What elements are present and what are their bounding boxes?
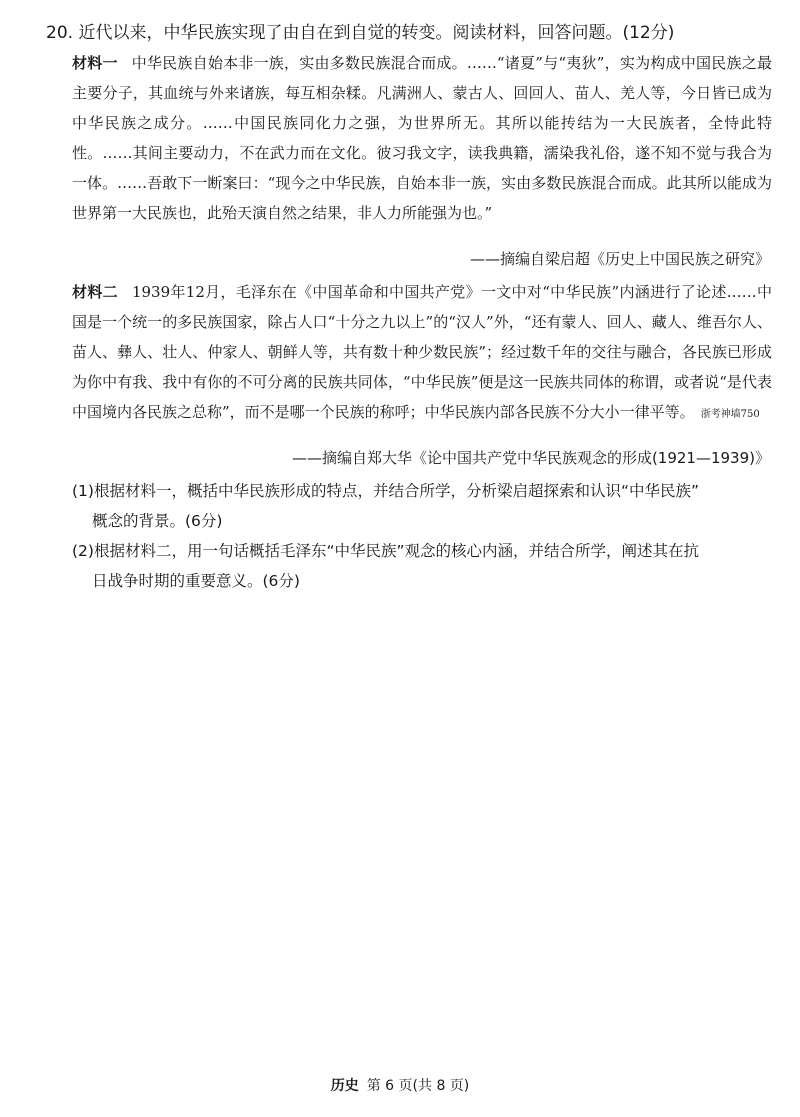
material-one-label: 材料一 <box>72 54 118 72</box>
material-two-source: ——摘编自郑大华《论中国共产党中华民族观念的形成(1921—1939)》 <box>291 449 770 467</box>
subquestion-1-line1: (1)根据材料一，概括中华民族形成的特点，并结合所学，分析梁启超探索和认识“中华民族” <box>72 482 700 500</box>
footer-page-info: 第 6 页(共 8 页) <box>366 1078 470 1094</box>
subquestion-1-line2: 概念的背景。(6分) <box>92 512 223 530</box>
subquestion-2-line1: (2)根据材料二，用一句话概括毛泽东“中华民族”观念的核心内涵，并结合所学，阐述其在抗 <box>72 542 700 560</box>
material-two <box>72 277 772 430</box>
material-two-label: 材料二 <box>72 283 118 301</box>
footer-subject: 历史 <box>330 1078 359 1094</box>
watermark-text: 浙考神墙750 <box>700 409 760 420</box>
subquestion-2 <box>72 536 772 596</box>
material-one-text: 中华民族自始本非一族，实由多数民族混合而成。……“诸夏”与“夷狄”，实为构成中国民族之最主要分子，其血统与外来诸族，每互相杂糅。凡满洲人、蒙古人、回回人、苗人、羌人等，今日皆已成为中华民族之成分。……中国民族同化力之强，为世界所无。其所以能抟结为一大民族者，全恃此特性。……其间主要动力，不在武力而在文化。彼习我文字，读我典籍，濡染我礼俗，遂不知不觉与我合为一体。……吾敢下一断案曰：“现今之中华民族，自始本非一族，实由多数民族混合而成。此其所以能成为世界第一大民族也，此殆天演自然之结果，非人力所能强为也。” <box>72 54 772 222</box>
material-one <box>72 48 772 228</box>
material-two-text: 1939年12月，毛泽东在《中国革命和中国共产党》一文中对“中华民族”内涵进行了论述……中国是一个统一的多民族国家，除占人口“十分之九以上”的“汉人”外，“还有蒙人、回人、藏人、维吾尔人、苗人、彝人、壮人、仲家人、朝鲜人等，共有数十种少数民族”；经过数千年的交往与融合，各民族已形成为你中有我、我中有你的不可分离的民族共同体，“中华民族”便是这一民族共同体的称谓，或者说“是代表中国境内各民族之总称”，而不是哪一个民族的称呼；中华民族内部各民族不分大小一律平等。 <box>72 283 772 421</box>
subquestion-2-line2: 日战争时期的重要意义。(6分) <box>92 572 300 590</box>
question-header: 20. 近代以来，中华民族实现了由自在到自觉的转变。阅读材料，回答问题。(12分) <box>46 23 675 43</box>
subquestion-1 <box>72 476 772 536</box>
page-footer <box>0 1075 800 1095</box>
material-one-source: ——摘编自梁启超《历史上中国民族之研究》 <box>469 250 770 268</box>
